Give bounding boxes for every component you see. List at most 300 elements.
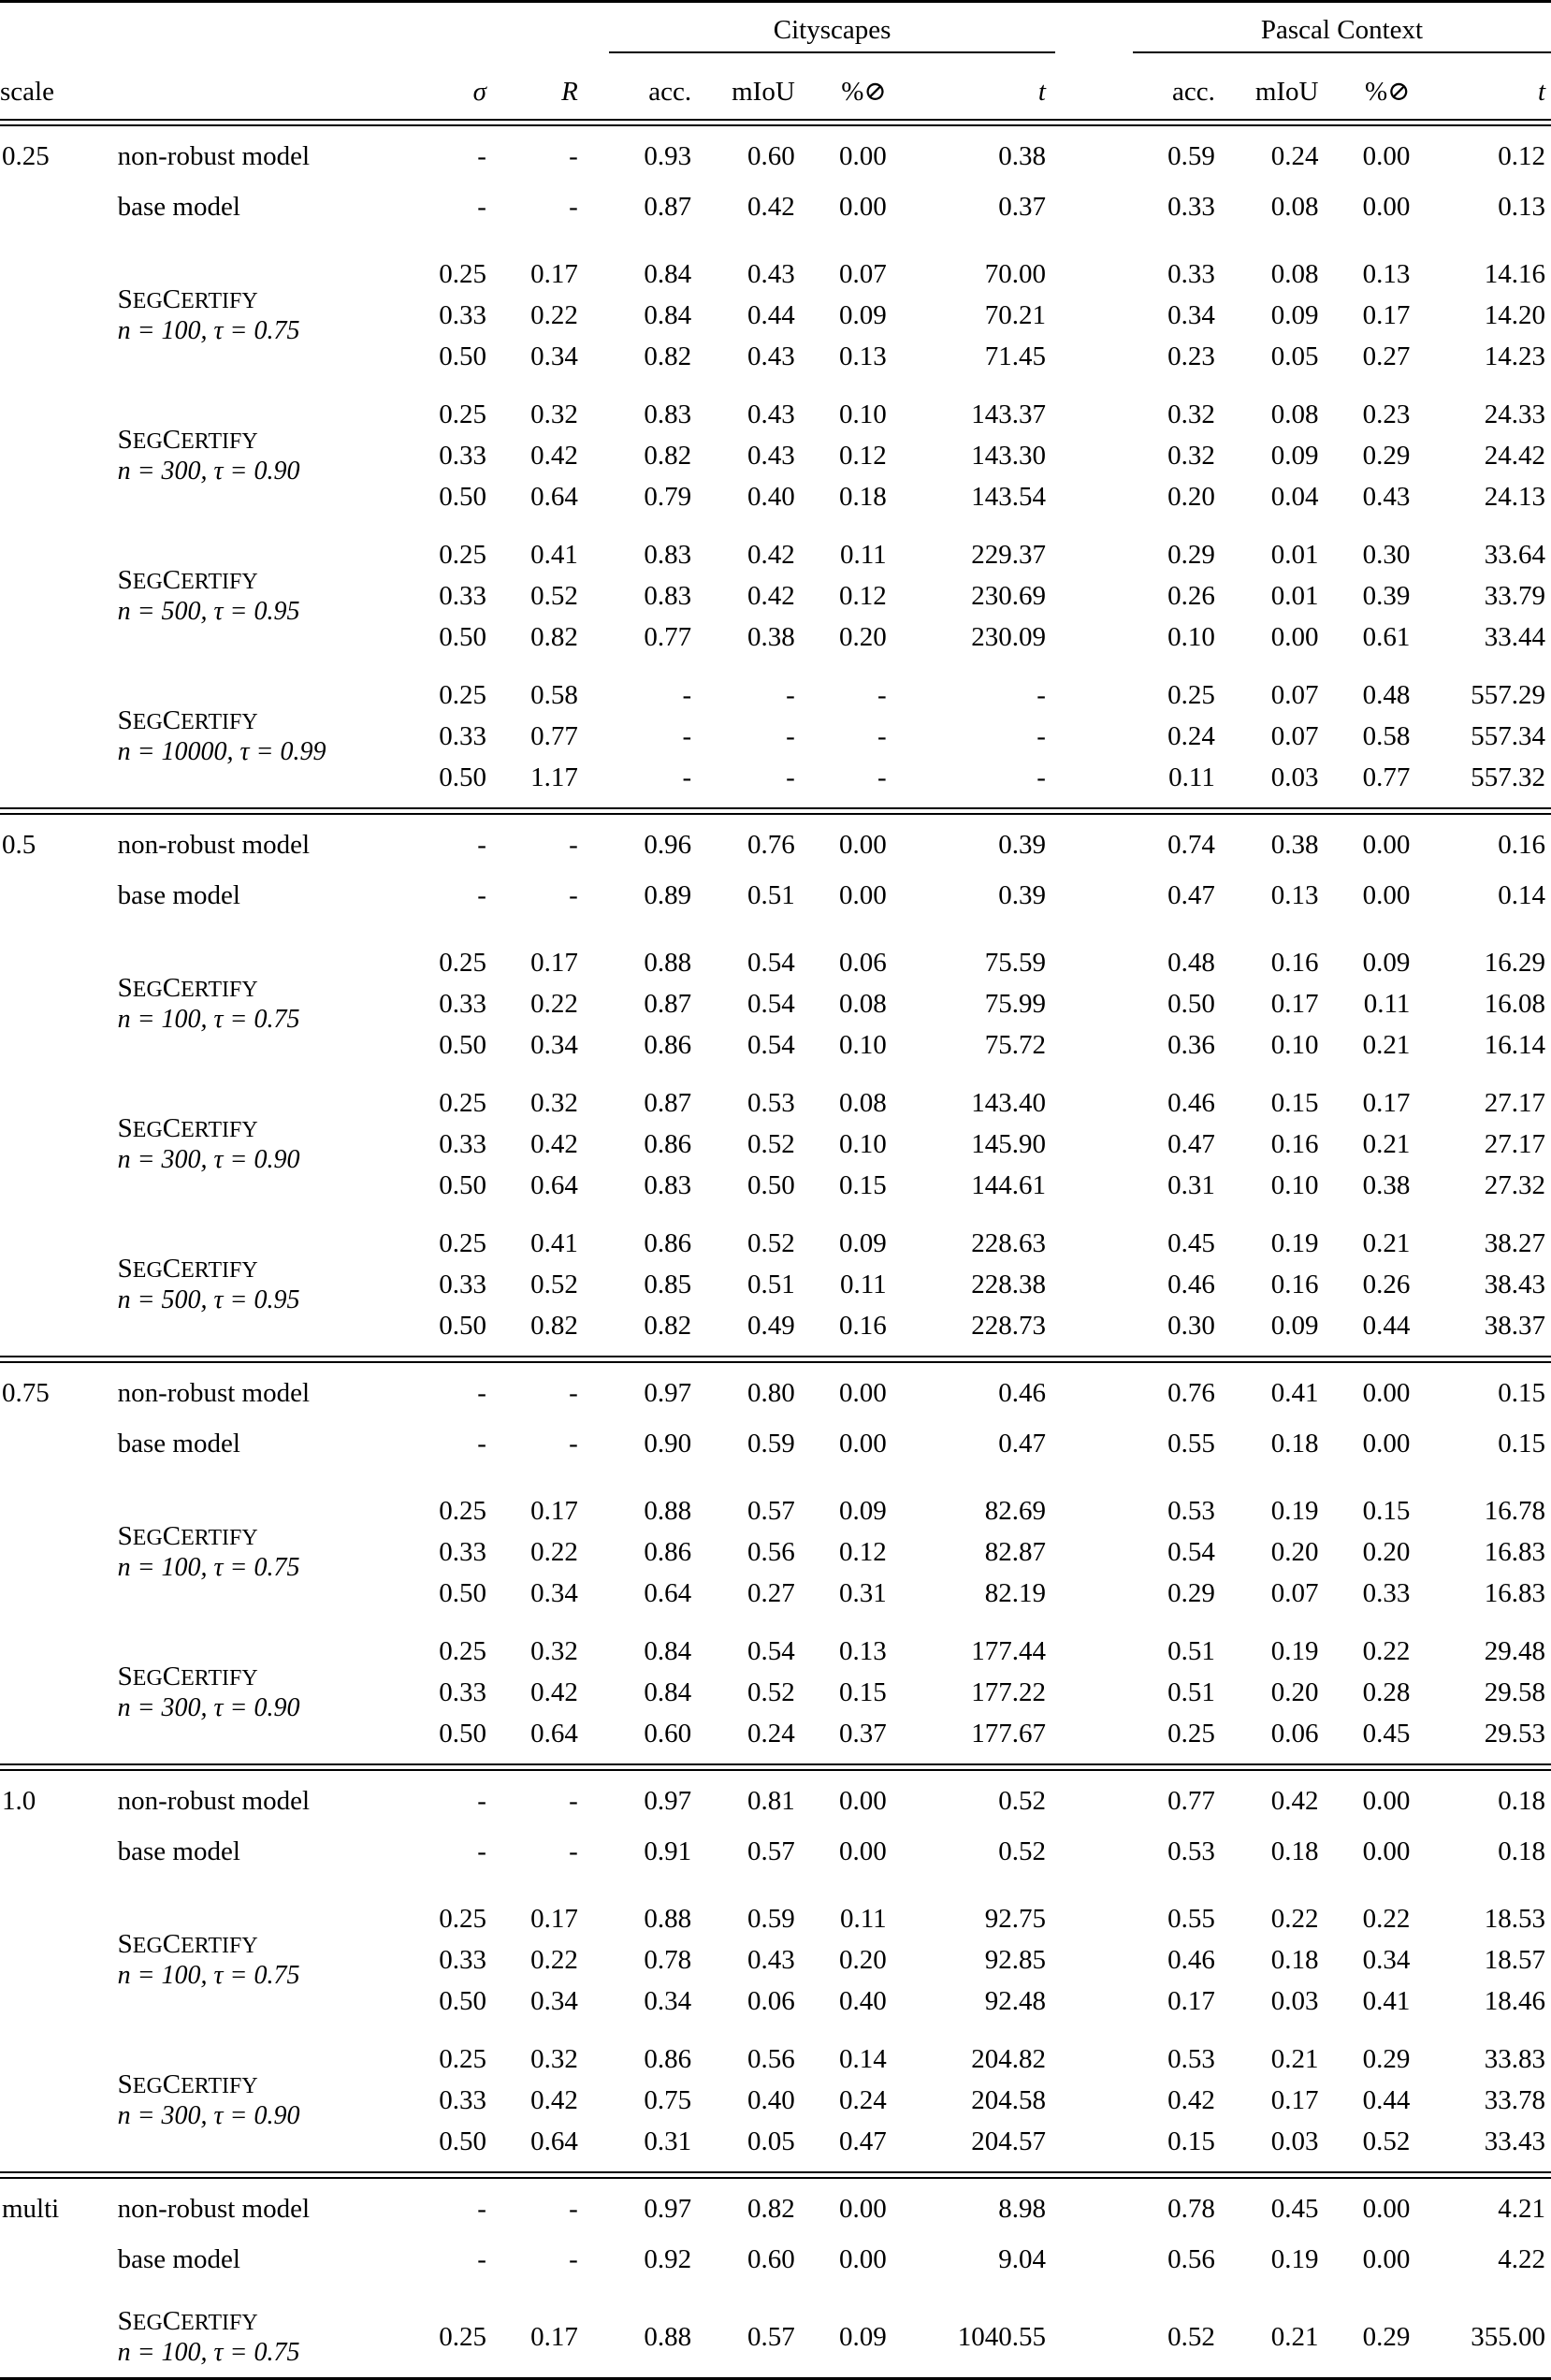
cell-cityscapes-abstain: 0.00 xyxy=(804,2188,896,2229)
cell-cityscapes-acc: 0.34 xyxy=(609,1981,701,2022)
cell-pascal-time: 557.34 xyxy=(1419,716,1551,757)
cell-pascal-miou: 0.07 xyxy=(1225,675,1328,716)
cell-sigma: - xyxy=(406,1372,496,1414)
cell-pascal-acc: 0.51 xyxy=(1133,1672,1225,1713)
cell-spacer xyxy=(1055,476,1133,517)
cell-radius: 0.52 xyxy=(496,575,587,617)
cell-pascal-acc: 0.55 xyxy=(1133,1423,1225,1464)
cell-spacer xyxy=(587,757,609,798)
cell-pascal-abstain: 0.38 xyxy=(1328,1165,1420,1206)
cell-cityscapes-acc: 0.97 xyxy=(609,2188,701,2229)
cell-radius: - xyxy=(496,1831,587,1872)
block-top-gap xyxy=(0,814,1551,824)
cell-radius: 0.64 xyxy=(496,1713,587,1754)
cell-spacer xyxy=(587,1024,609,1066)
cell-cityscapes-abstain: 0.10 xyxy=(804,394,896,435)
cell-spacer xyxy=(1055,2039,1133,2080)
cell-pascal-acc: 0.32 xyxy=(1133,394,1225,435)
cell-pascal-abstain: 0.77 xyxy=(1328,757,1420,798)
column-header-pascal-time: t xyxy=(1419,59,1551,120)
column-header-spacer xyxy=(587,59,609,120)
cell-cityscapes-abstain: 0.06 xyxy=(804,942,896,983)
cell-sigma: 0.25 xyxy=(406,1631,496,1672)
cell-pascal-miou: 0.19 xyxy=(1225,1223,1328,1264)
cell-pascal-acc: 0.53 xyxy=(1133,2039,1225,2080)
cell-pascal-miou: 0.01 xyxy=(1225,575,1328,617)
cell-pascal-abstain: 0.00 xyxy=(1328,2239,1420,2280)
segcertify-params: n = 100, τ = 0.75 xyxy=(118,2338,407,2368)
cell-pascal-miou: 0.17 xyxy=(1225,2080,1328,2121)
cell-cityscapes-miou: 0.42 xyxy=(701,534,804,575)
cell-cityscapes-time: 204.82 xyxy=(896,2039,1055,2080)
group-rule-blank xyxy=(0,52,88,59)
cell-cityscapes-time: 230.69 xyxy=(896,575,1055,617)
segcertify-label: SEGCERTIFY xyxy=(118,705,407,737)
cell-cityscapes-abstain: 0.15 xyxy=(804,1165,896,1206)
cell-cityscapes-acc: 0.78 xyxy=(609,1939,701,1981)
cell-pascal-time: 355.00 xyxy=(1419,2306,1551,2368)
cell-pascal-abstain: 0.00 xyxy=(1328,2188,1420,2229)
cell-sigma: 0.50 xyxy=(406,1305,496,1346)
cell-cityscapes-abstain: 0.00 xyxy=(804,1372,896,1414)
table-row xyxy=(0,2188,1551,2229)
cell-pascal-acc: 0.24 xyxy=(1133,716,1225,757)
cell-radius: 1.17 xyxy=(496,757,587,798)
cell-method-segcertify xyxy=(88,1898,407,2022)
cell-cityscapes-acc: 0.92 xyxy=(609,2239,701,2280)
block-bottom-gap xyxy=(0,2162,1551,2172)
cell-pascal-miou: 0.10 xyxy=(1225,1024,1328,1066)
group-rule-blank xyxy=(88,52,407,59)
cell-sigma: 0.33 xyxy=(406,1939,496,1981)
cell-cityscapes-acc: 0.82 xyxy=(609,435,701,476)
cell-pascal-abstain: 0.29 xyxy=(1328,2306,1420,2368)
cell-sigma: 0.25 xyxy=(406,1898,496,1939)
cell-pascal-time: 33.44 xyxy=(1419,617,1551,658)
cell-spacer xyxy=(587,534,609,575)
cell-scale xyxy=(0,2239,88,2280)
cell-sigma: 0.25 xyxy=(406,2039,496,2080)
cell-pascal-abstain: 0.45 xyxy=(1328,1713,1420,1754)
cell-cityscapes-abstain: 0.08 xyxy=(804,1082,896,1124)
segcertify-params: n = 100, τ = 0.75 xyxy=(118,1005,407,1035)
cell-radius: - xyxy=(496,824,587,865)
cell-pascal-time: 18.46 xyxy=(1419,1981,1551,2022)
cell-spacer xyxy=(1055,575,1133,617)
cell-radius: - xyxy=(496,2188,587,2229)
cell-cityscapes-abstain: 0.00 xyxy=(804,136,896,177)
group-gap xyxy=(0,237,1551,254)
cell-cityscapes-time: 82.87 xyxy=(896,1531,1055,1573)
cell-radius: 0.17 xyxy=(496,1490,587,1531)
group-gap xyxy=(0,377,1551,394)
cell-sigma: 0.25 xyxy=(406,1223,496,1264)
cell-spacer xyxy=(1055,1124,1133,1165)
cell-cityscapes-miou: - xyxy=(701,675,804,716)
cell-pascal-acc: 0.46 xyxy=(1133,1264,1225,1305)
segcertify-label: SEGCERTIFY xyxy=(118,284,407,316)
cell-scale: multi xyxy=(0,2188,88,2229)
cell-cityscapes-acc: 0.97 xyxy=(609,1372,701,1414)
cell-spacer xyxy=(1055,1165,1133,1206)
cell-pascal-time: 29.48 xyxy=(1419,1631,1551,1672)
cell-radius: 0.17 xyxy=(496,254,587,295)
cell-method: non-robust model xyxy=(88,1372,407,1414)
cell-spacer xyxy=(587,2121,609,2162)
cell-cityscapes-miou: 0.44 xyxy=(701,295,804,336)
cell-pascal-abstain: 0.00 xyxy=(1328,186,1420,227)
cell-pascal-acc: 0.46 xyxy=(1133,1082,1225,1124)
cell-method: base model xyxy=(88,1831,407,1872)
cell-pascal-acc: 0.25 xyxy=(1133,675,1225,716)
cell-scale xyxy=(0,1831,88,1872)
cell-cityscapes-miou: - xyxy=(701,716,804,757)
cell-scale xyxy=(0,1490,88,1614)
cell-pascal-miou: 0.41 xyxy=(1225,1372,1328,1414)
cell-cityscapes-miou: 0.54 xyxy=(701,1024,804,1066)
cell-cityscapes-abstain: 0.12 xyxy=(804,1531,896,1573)
group-gap xyxy=(0,1206,1551,1223)
cell-pascal-abstain: 0.33 xyxy=(1328,1573,1420,1614)
cell-pascal-abstain: 0.09 xyxy=(1328,942,1420,983)
cell-pascal-time: 33.83 xyxy=(1419,2039,1551,2080)
cell-method-segcertify xyxy=(88,2039,407,2162)
cell-spacer xyxy=(587,1981,609,2022)
cell-pascal-acc: 0.48 xyxy=(1133,942,1225,983)
table-row xyxy=(0,534,1551,575)
cell-cityscapes-miou: 0.60 xyxy=(701,2239,804,2280)
group-head-blank xyxy=(496,3,587,52)
cell-cityscapes-miou: 0.51 xyxy=(701,875,804,916)
segcertify-label: SEGCERTIFY xyxy=(118,973,407,1005)
cell-pascal-time: 0.14 xyxy=(1419,875,1551,916)
cell-cityscapes-miou: 0.57 xyxy=(701,1490,804,1531)
cell-pascal-time: 24.33 xyxy=(1419,394,1551,435)
cell-sigma: 0.50 xyxy=(406,1024,496,1066)
table-row xyxy=(0,1423,1551,1464)
cell-pascal-abstain: 0.43 xyxy=(1328,476,1420,517)
cell-cityscapes-acc: 0.86 xyxy=(609,1223,701,1264)
cell-spacer xyxy=(587,1372,609,1414)
cell-spacer xyxy=(1055,875,1133,916)
cell-spacer xyxy=(587,2080,609,2121)
cell-sigma: - xyxy=(406,1423,496,1464)
cell-scale: 0.75 xyxy=(0,1372,88,1414)
cell-cityscapes-time: 204.57 xyxy=(896,2121,1055,2162)
cell-cityscapes-abstain: 0.16 xyxy=(804,1305,896,1346)
block-bottom-gap xyxy=(0,1346,1551,1357)
cell-spacer xyxy=(1055,336,1133,377)
column-header-cityscapes-miou: mIoU xyxy=(701,59,804,120)
cell-cityscapes-abstain: 0.10 xyxy=(804,1024,896,1066)
group-gap xyxy=(0,517,1551,534)
cell-radius: 0.42 xyxy=(496,2080,587,2121)
cell-cityscapes-abstain: 0.12 xyxy=(804,575,896,617)
cell-scale xyxy=(0,675,88,798)
cell-method: base model xyxy=(88,1423,407,1464)
cell-cityscapes-miou: 0.27 xyxy=(701,1573,804,1614)
group-gap xyxy=(0,1066,1551,1082)
cell-pascal-miou: 0.21 xyxy=(1225,2306,1328,2368)
cell-spacer xyxy=(1055,1981,1133,2022)
cell-spacer xyxy=(587,394,609,435)
cell-cityscapes-acc: 0.97 xyxy=(609,1780,701,1821)
cell-sigma: 0.33 xyxy=(406,435,496,476)
block-bottom-gap xyxy=(0,1754,1551,1764)
table-row xyxy=(0,1831,1551,1872)
cell-pascal-miou: 0.09 xyxy=(1225,435,1328,476)
cell-scale xyxy=(0,254,88,377)
cell-pascal-abstain: 0.13 xyxy=(1328,254,1420,295)
cell-pascal-miou: 0.42 xyxy=(1225,1780,1328,1821)
cell-sigma: 0.25 xyxy=(406,394,496,435)
table-row xyxy=(0,1631,1551,1672)
cell-cityscapes-acc: 0.83 xyxy=(609,575,701,617)
cell-cityscapes-acc: 0.91 xyxy=(609,1831,701,1872)
group-rule-blank xyxy=(587,52,609,59)
cell-pascal-time: 14.20 xyxy=(1419,295,1551,336)
cell-pascal-time: 29.53 xyxy=(1419,1713,1551,1754)
cell-cityscapes-acc: 0.83 xyxy=(609,534,701,575)
cell-radius: - xyxy=(496,1780,587,1821)
block-top-gap xyxy=(0,1770,1551,1780)
cell-spacer xyxy=(1055,435,1133,476)
cell-cityscapes-time: 0.47 xyxy=(896,1423,1055,1464)
cell-cityscapes-acc: 0.90 xyxy=(609,1423,701,1464)
cell-cityscapes-miou: 0.56 xyxy=(701,2039,804,2080)
cell-pascal-time: 33.78 xyxy=(1419,2080,1551,2121)
cell-sigma: - xyxy=(406,824,496,865)
cell-pascal-acc: 0.29 xyxy=(1133,534,1225,575)
cell-spacer xyxy=(587,295,609,336)
cell-cityscapes-miou: 0.76 xyxy=(701,824,804,865)
cell-spacer xyxy=(1055,1713,1133,1754)
cell-sigma: 0.33 xyxy=(406,1672,496,1713)
column-header-cityscapes-acc: acc. xyxy=(609,59,701,120)
segcertify-params: n = 500, τ = 0.95 xyxy=(118,1285,407,1315)
cell-pascal-miou: 0.19 xyxy=(1225,1490,1328,1531)
cell-pascal-abstain: 0.21 xyxy=(1328,1024,1420,1066)
cell-pascal-miou: 0.07 xyxy=(1225,1573,1328,1614)
cell-cityscapes-time: 229.37 xyxy=(896,534,1055,575)
cell-pascal-acc: 0.46 xyxy=(1133,1939,1225,1981)
group-rule-pascal-context xyxy=(1133,52,1551,59)
cell-sigma: 0.50 xyxy=(406,1573,496,1614)
cell-cityscapes-acc: 0.84 xyxy=(609,1631,701,1672)
cell-cityscapes-abstain: 0.47 xyxy=(804,2121,896,2162)
cell-pascal-time: 27.17 xyxy=(1419,1082,1551,1124)
cell-pascal-miou: 0.16 xyxy=(1225,942,1328,983)
cell-pascal-acc: 0.47 xyxy=(1133,1124,1225,1165)
table-row xyxy=(0,2239,1551,2280)
cell-pascal-time: 27.32 xyxy=(1419,1165,1551,1206)
cell-cityscapes-time: 144.61 xyxy=(896,1165,1055,1206)
row-gap xyxy=(0,2280,1551,2289)
cell-radius: - xyxy=(496,1423,587,1464)
cell-pascal-abstain: 0.17 xyxy=(1328,1082,1420,1124)
cell-pascal-miou: 0.01 xyxy=(1225,534,1328,575)
cell-cityscapes-miou: 0.59 xyxy=(701,1423,804,1464)
group-head-blank xyxy=(406,3,496,52)
cell-cityscapes-miou: 0.24 xyxy=(701,1713,804,1754)
cell-cityscapes-miou: 0.43 xyxy=(701,1939,804,1981)
cell-pascal-miou: 0.18 xyxy=(1225,1423,1328,1464)
cell-spacer xyxy=(1055,675,1133,716)
cell-spacer xyxy=(587,1531,609,1573)
cell-radius: - xyxy=(496,875,587,916)
cell-cityscapes-acc: 0.86 xyxy=(609,1024,701,1066)
cell-cityscapes-time: 0.38 xyxy=(896,136,1055,177)
cell-spacer xyxy=(1055,2121,1133,2162)
cell-cityscapes-miou: 0.43 xyxy=(701,435,804,476)
cell-pascal-time: 4.22 xyxy=(1419,2239,1551,2280)
table-row xyxy=(0,1082,1551,1124)
cell-cityscapes-time: 71.45 xyxy=(896,336,1055,377)
cell-pascal-abstain: 0.30 xyxy=(1328,534,1420,575)
group-rule-blank xyxy=(496,52,587,59)
cell-radius: 0.32 xyxy=(496,1631,587,1672)
cell-pascal-time: 14.23 xyxy=(1419,336,1551,377)
cell-spacer xyxy=(1055,136,1133,177)
row-gap xyxy=(0,177,1551,186)
cell-spacer xyxy=(587,2039,609,2080)
cell-pascal-abstain: 0.23 xyxy=(1328,394,1420,435)
cell-cityscapes-acc: 0.87 xyxy=(609,983,701,1024)
cell-pascal-abstain: 0.00 xyxy=(1328,824,1420,865)
cell-scale xyxy=(0,186,88,227)
cell-radius: - xyxy=(496,136,587,177)
cell-pascal-time: 557.29 xyxy=(1419,675,1551,716)
cell-spacer xyxy=(587,476,609,517)
row-gap xyxy=(0,1464,1551,1473)
cell-pascal-time: 16.14 xyxy=(1419,1024,1551,1066)
cell-pascal-acc: 0.25 xyxy=(1133,1713,1225,1754)
cell-spacer xyxy=(1055,1631,1133,1672)
cell-sigma: 0.25 xyxy=(406,534,496,575)
cell-spacer xyxy=(1055,1780,1133,1821)
table-row xyxy=(0,1898,1551,1939)
cell-pascal-acc: 0.77 xyxy=(1133,1780,1225,1821)
column-header-scale: scale xyxy=(0,59,88,120)
cell-pascal-time: 0.13 xyxy=(1419,186,1551,227)
cell-pascal-abstain: 0.27 xyxy=(1328,336,1420,377)
cell-pascal-abstain: 0.21 xyxy=(1328,1223,1420,1264)
cell-cityscapes-acc: - xyxy=(609,716,701,757)
cell-method-segcertify xyxy=(88,394,407,517)
cell-sigma: - xyxy=(406,136,496,177)
cell-cityscapes-miou: 0.57 xyxy=(701,1831,804,1872)
cell-pascal-time: 33.43 xyxy=(1419,2121,1551,2162)
segcertify-params: n = 300, τ = 0.90 xyxy=(118,457,407,486)
cell-cityscapes-miou: 0.54 xyxy=(701,1631,804,1672)
cell-scale xyxy=(0,2306,88,2368)
cell-scale xyxy=(0,1223,88,1346)
cell-spacer xyxy=(587,617,609,658)
cell-radius: 0.41 xyxy=(496,1223,587,1264)
cell-pascal-abstain: 0.26 xyxy=(1328,1264,1420,1305)
cell-radius: 0.52 xyxy=(496,1264,587,1305)
segcertify-params: n = 300, τ = 0.90 xyxy=(118,2101,407,2131)
cell-cityscapes-abstain: 0.12 xyxy=(804,435,896,476)
cell-cityscapes-time: 92.85 xyxy=(896,1939,1055,1981)
cell-cityscapes-miou: 0.54 xyxy=(701,942,804,983)
cell-pascal-acc: 0.53 xyxy=(1133,1490,1225,1531)
cell-radius: 0.64 xyxy=(496,2121,587,2162)
cell-pascal-acc: 0.74 xyxy=(1133,824,1225,865)
group-gap xyxy=(0,2289,1551,2306)
cell-cityscapes-time: 230.09 xyxy=(896,617,1055,658)
cell-scale xyxy=(0,394,88,517)
cell-spacer xyxy=(587,336,609,377)
cell-pascal-miou: 0.05 xyxy=(1225,336,1328,377)
cell-pascal-acc: 0.45 xyxy=(1133,1223,1225,1264)
cell-pascal-miou: 0.07 xyxy=(1225,716,1328,757)
cell-spacer xyxy=(1055,757,1133,798)
cell-cityscapes-acc: 0.88 xyxy=(609,2306,701,2368)
cell-method-segcertify xyxy=(88,1490,407,1614)
segcertify-params: n = 100, τ = 0.75 xyxy=(118,1553,407,1583)
cell-cityscapes-acc: 0.89 xyxy=(609,875,701,916)
cell-radius: 0.42 xyxy=(496,1124,587,1165)
cell-pascal-abstain: 0.20 xyxy=(1328,1531,1420,1573)
cell-cityscapes-abstain: 0.00 xyxy=(804,1423,896,1464)
cell-cityscapes-abstain: - xyxy=(804,675,896,716)
cell-pascal-miou: 0.21 xyxy=(1225,2039,1328,2080)
cell-radius: 0.34 xyxy=(496,1024,587,1066)
group-gap xyxy=(0,1614,1551,1631)
cell-cityscapes-acc: 0.87 xyxy=(609,186,701,227)
cell-pascal-miou: 0.17 xyxy=(1225,983,1328,1024)
cell-sigma: - xyxy=(406,2239,496,2280)
cell-sigma: 0.50 xyxy=(406,2121,496,2162)
cell-cityscapes-time: 9.04 xyxy=(896,2239,1055,2280)
cell-sigma: - xyxy=(406,2188,496,2229)
cell-pascal-abstain: 0.11 xyxy=(1328,983,1420,1024)
cell-spacer xyxy=(587,942,609,983)
cell-cityscapes-time: 143.54 xyxy=(896,476,1055,517)
cell-pascal-abstain: 0.00 xyxy=(1328,875,1420,916)
cell-method-segcertify xyxy=(88,1631,407,1754)
cell-pascal-miou: 0.16 xyxy=(1225,1264,1328,1305)
cell-pascal-miou: 0.45 xyxy=(1225,2188,1328,2229)
cell-cityscapes-acc: 0.84 xyxy=(609,1672,701,1713)
cell-spacer xyxy=(587,575,609,617)
cell-spacer xyxy=(1055,254,1133,295)
cell-pascal-miou: 0.09 xyxy=(1225,295,1328,336)
group-gap xyxy=(0,1881,1551,1898)
cell-cityscapes-miou: 0.54 xyxy=(701,983,804,1024)
cell-pascal-abstain: 0.28 xyxy=(1328,1672,1420,1713)
cell-radius: 0.34 xyxy=(496,336,587,377)
cell-cityscapes-time: 75.59 xyxy=(896,942,1055,983)
cell-radius: 0.32 xyxy=(496,1082,587,1124)
cell-pascal-time: 24.42 xyxy=(1419,435,1551,476)
cell-method: non-robust model xyxy=(88,1780,407,1821)
cell-pascal-acc: 0.29 xyxy=(1133,1573,1225,1614)
cell-pascal-time: 33.64 xyxy=(1419,534,1551,575)
cell-scale: 0.25 xyxy=(0,136,88,177)
table-row xyxy=(0,2306,1551,2368)
group-head-blank xyxy=(88,3,407,52)
cell-sigma: 0.25 xyxy=(406,2306,496,2368)
cell-cityscapes-time: 177.22 xyxy=(896,1672,1055,1713)
table-row xyxy=(0,824,1551,865)
cell-cityscapes-abstain: 0.00 xyxy=(804,1780,896,1821)
cell-cityscapes-abstain: 0.09 xyxy=(804,295,896,336)
cell-radius: - xyxy=(496,186,587,227)
cell-cityscapes-acc: 0.86 xyxy=(609,2039,701,2080)
cell-cityscapes-abstain: 0.11 xyxy=(804,1898,896,1939)
